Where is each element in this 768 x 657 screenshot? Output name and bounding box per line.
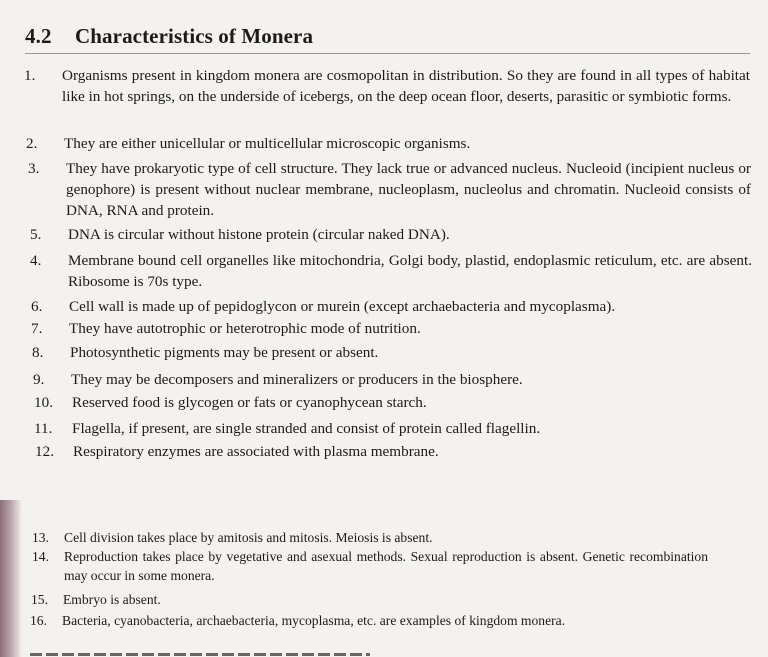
item-number: 2. xyxy=(26,135,38,152)
list-item xyxy=(28,158,751,221)
item-number: 3. xyxy=(28,160,40,177)
item-number: 9. xyxy=(33,371,45,388)
list-item xyxy=(33,369,751,390)
item-number: 16. xyxy=(30,613,47,628)
item-number: 12. xyxy=(35,443,54,460)
list-item xyxy=(34,392,750,413)
item-text: Flagella, if present, are single stranded and consist of protein called flagellin. xyxy=(72,420,541,437)
item-text: They may be decomposers and mineralizers or producers in the biosphere. xyxy=(71,371,523,388)
page-edge-shadow xyxy=(0,500,22,657)
heading-rule xyxy=(25,53,750,54)
item-text: Membrane bound cell organelles like mitochondria, Golgi body, plastid, endoplasmic reticulum, etc. are absent. Ribosome is 70s type. xyxy=(68,252,752,290)
item-number: 5. xyxy=(30,226,42,243)
item-number: 7. xyxy=(31,320,43,337)
item-text: Reproduction takes place by vegetative and asexual methods. Sexual reproduction is absent. Genetic recombination may occur in some monera. xyxy=(64,549,708,583)
item-number: 15. xyxy=(31,592,48,607)
item-text: Cell division takes place by amitosis and mitosis. Meiosis is absent. xyxy=(64,530,433,545)
item-text: DNA is circular without histone protein (circular naked DNA). xyxy=(68,226,450,243)
item-text: Bacteria, cyanobacteria, archaebacteria, mycoplasma, etc. are examples of kingdom monera. xyxy=(62,613,566,628)
item-text: Cell wall is made up of pepidoglycon or murein (except archaebacteria and mycoplasma). xyxy=(69,298,616,315)
item-text: They have autotrophic or heterotrophic mode of nutrition. xyxy=(69,320,421,337)
list-item xyxy=(32,528,724,547)
section-title: Characteristics of Monera xyxy=(75,24,314,48)
item-number: 6. xyxy=(31,298,43,315)
item-number: 1. xyxy=(24,67,36,84)
list-item xyxy=(35,441,750,462)
list-item xyxy=(30,224,750,245)
item-text: Organisms present in kingdom monera are cosmopolitan in distribution. So they are found in all types of habitat like in hot springs, on the underside of icebergs, on the deep ocean floor, deserts, parasitic or symbiotic forms. xyxy=(62,67,750,105)
list-item xyxy=(34,418,750,439)
item-number: 14. xyxy=(32,549,49,564)
list-item xyxy=(30,611,724,630)
item-text: Respiratory enzymes are associated with plasma membrane. xyxy=(73,443,439,460)
list-item xyxy=(31,590,723,609)
item-number: 4. xyxy=(30,252,42,269)
item-number: 11. xyxy=(34,420,53,437)
list-item xyxy=(31,296,751,317)
item-number: 13. xyxy=(32,530,49,545)
list-item xyxy=(32,342,750,363)
cropped-next-heading xyxy=(30,648,370,657)
list-item xyxy=(24,65,750,107)
section-number: 4.2 xyxy=(25,24,52,48)
list-item xyxy=(32,547,708,585)
item-text: Photosynthetic pigments may be present or absent. xyxy=(70,344,379,361)
item-number: 10. xyxy=(34,394,53,411)
item-text: They have prokaryotic type of cell structure. They lack true or advanced nucleus. Nucleoid (incipient nucleus or genophore) is present without nuclear membrane, nucleoplasm, nucleolus and chromatin. Nucleoid consists of DNA, RNA and protein. xyxy=(66,160,751,219)
section-heading xyxy=(25,24,313,49)
item-text: Reserved food is glycogen or fats or cyanophycean starch. xyxy=(72,394,427,411)
item-text: They are either unicellular or multicellular microscopic organisms. xyxy=(64,135,471,152)
item-number: 8. xyxy=(32,344,44,361)
list-item xyxy=(31,318,751,339)
list-item xyxy=(30,250,752,292)
list-item xyxy=(26,133,750,154)
item-text: Embryo is absent. xyxy=(63,592,161,607)
